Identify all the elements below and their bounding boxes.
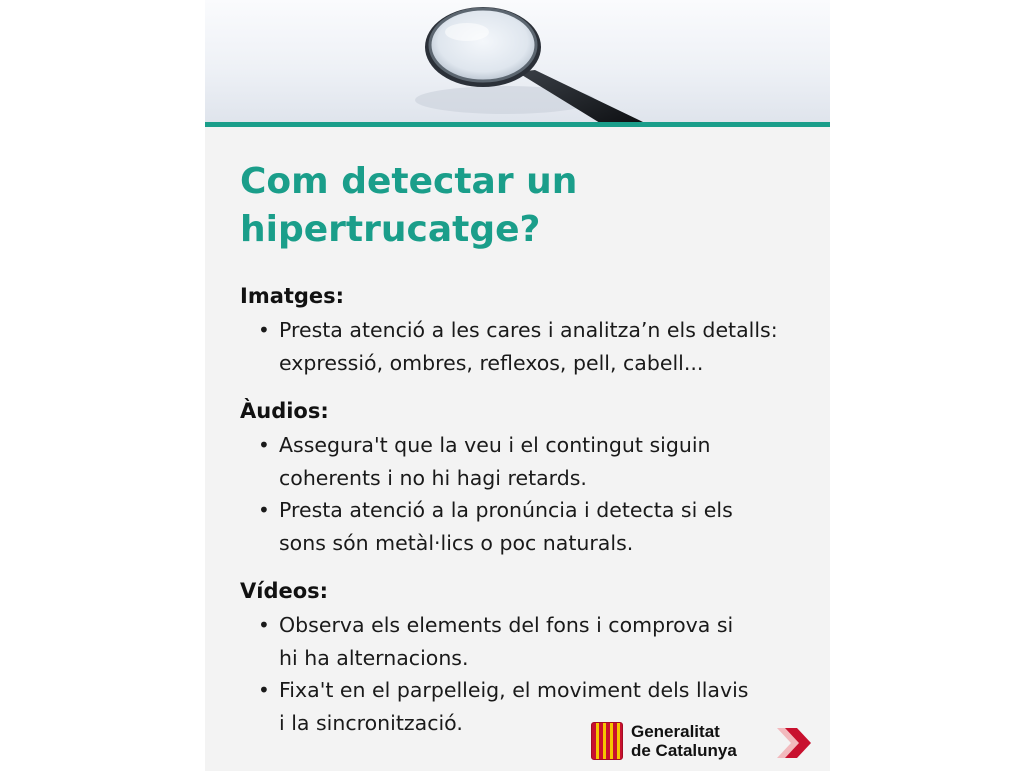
list-item-line: expressió, ombres, reflexos, pell, cabell... [279, 350, 704, 375]
list-item-line: Fixa't en el parpelleig, el moviment dels llavis [279, 678, 749, 702]
list-item [240, 429, 815, 494]
list-item-line: i la sincronització. [279, 710, 463, 735]
section-heading: Àudios: [240, 399, 329, 423]
list-item-line: Assegura't que la veu i el contingut siguin [279, 433, 711, 457]
title-line-2: hipertrucatge? [240, 209, 541, 250]
magnifying-glass-icon [205, 0, 830, 123]
list-item-line: Presta atenció a les cares i analitza’n els detalls: [279, 318, 778, 342]
list-item-line: Presta atenció a la pronúncia i detecta si els [279, 498, 733, 522]
list-item [240, 609, 815, 674]
list-item-line: sons són metàl·lics o poc naturals. [279, 530, 634, 555]
list-item [240, 314, 815, 379]
list-item [240, 494, 815, 559]
section-heading: Imatges: [240, 284, 345, 308]
generalitat-logo [591, 722, 761, 760]
accent-divider [205, 122, 830, 127]
section-images [240, 281, 815, 379]
logo-line-2: de Catalunya [631, 741, 737, 760]
page-title [240, 158, 800, 254]
list-item-line: coherents i no hi hagi retards. [279, 465, 587, 490]
section-audios [240, 396, 815, 559]
list-item-line: Observa els elements del fons i comprova si [279, 613, 734, 637]
generalitat-flag-icon [591, 722, 623, 760]
logo-line-1: Generalitat [631, 722, 720, 741]
hero-image [205, 0, 830, 123]
section-heading: Vídeos: [240, 579, 329, 603]
list-item-line: hi ha alternacions. [279, 645, 469, 670]
content [240, 281, 815, 756]
title-line-1: Com detectar un [240, 161, 578, 202]
double-chevron-right-icon[interactable] [773, 724, 813, 762]
infographic-card [205, 0, 830, 771]
section-videos [240, 576, 815, 739]
